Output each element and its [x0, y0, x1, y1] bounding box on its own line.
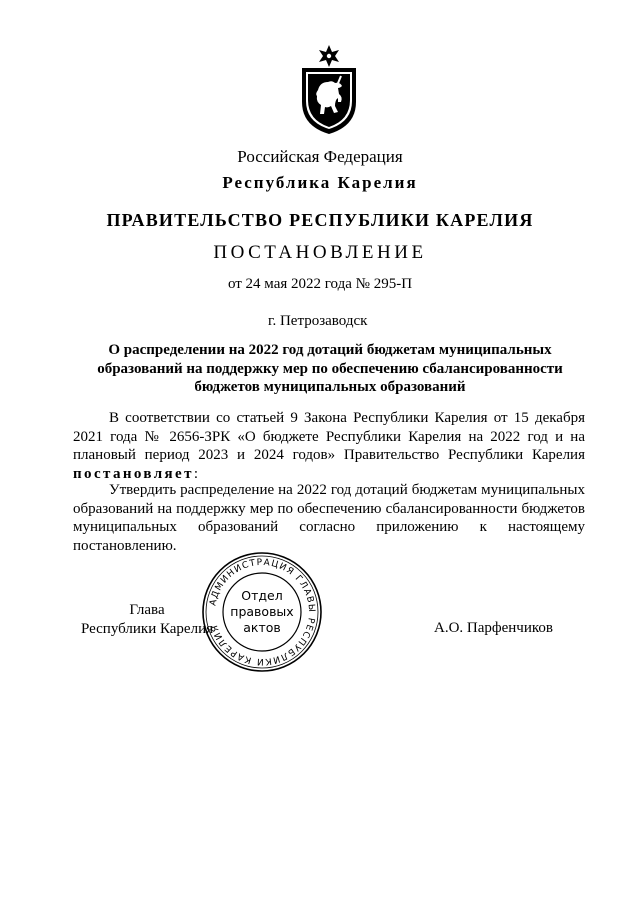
document-type: ПОСТАНОВЛЕНИЕ	[213, 242, 427, 263]
government-heading: ПРАВИТЕЛЬСТВО РЕСПУБЛИКИ КАРЕЛИЯ	[106, 210, 534, 230]
signature-title-line2: Республики Карелия	[80, 621, 214, 637]
signature-title-line1: Глава	[129, 602, 165, 618]
official-stamp	[200, 550, 324, 674]
paragraph-decision: Утвердить распределение на 2022 год дотаций бюджетам муниципальных образований на поддержку мер по обеспечению сбалансированности бюджетов муниципальных образований согласно приложению к настоящему постановлению.	[73, 482, 585, 554]
country-line: Российская Федерация	[237, 147, 403, 166]
document-title: О распределении на 2022 год дотаций бюджетам муниципальных образований на поддержку мер по обеспечению сбалансированности бюджетов муниципальных образований	[97, 342, 563, 395]
karelia-coat-of-arms-icon	[298, 44, 360, 136]
stamp-line1: Отдел	[241, 588, 283, 603]
signature-title	[77, 601, 217, 639]
resolves-word: постановляет	[73, 465, 194, 482]
stamp-ring-text: АДМИНИСТРАЦИЯ ГЛАВЫ РЕСПУБЛИКИ КАРЕЛИЯ	[208, 557, 317, 667]
resolves-colon: :	[193, 465, 199, 482]
date-number: от 24 мая 2022 года № 295-П	[227, 276, 413, 292]
stamp-line2: правовых	[230, 604, 294, 619]
preamble-text: В соответствии со статьей 9 Закона Республики Карелия от 15 декабря 2021 года № 2656-ЗРК «О бюджете Республики Карелия на 2022 год и на плановый период 2023 и 2024 годов» Правительство Республики Карелия	[73, 410, 585, 463]
signatory-name: А.О. Парфенчиков	[434, 620, 553, 636]
city-line: г. Петрозаводск	[268, 313, 368, 329]
stamp-line3: актов	[243, 620, 281, 635]
paragraph-preamble	[73, 409, 585, 483]
region-line: Республика Карелия	[222, 173, 418, 192]
